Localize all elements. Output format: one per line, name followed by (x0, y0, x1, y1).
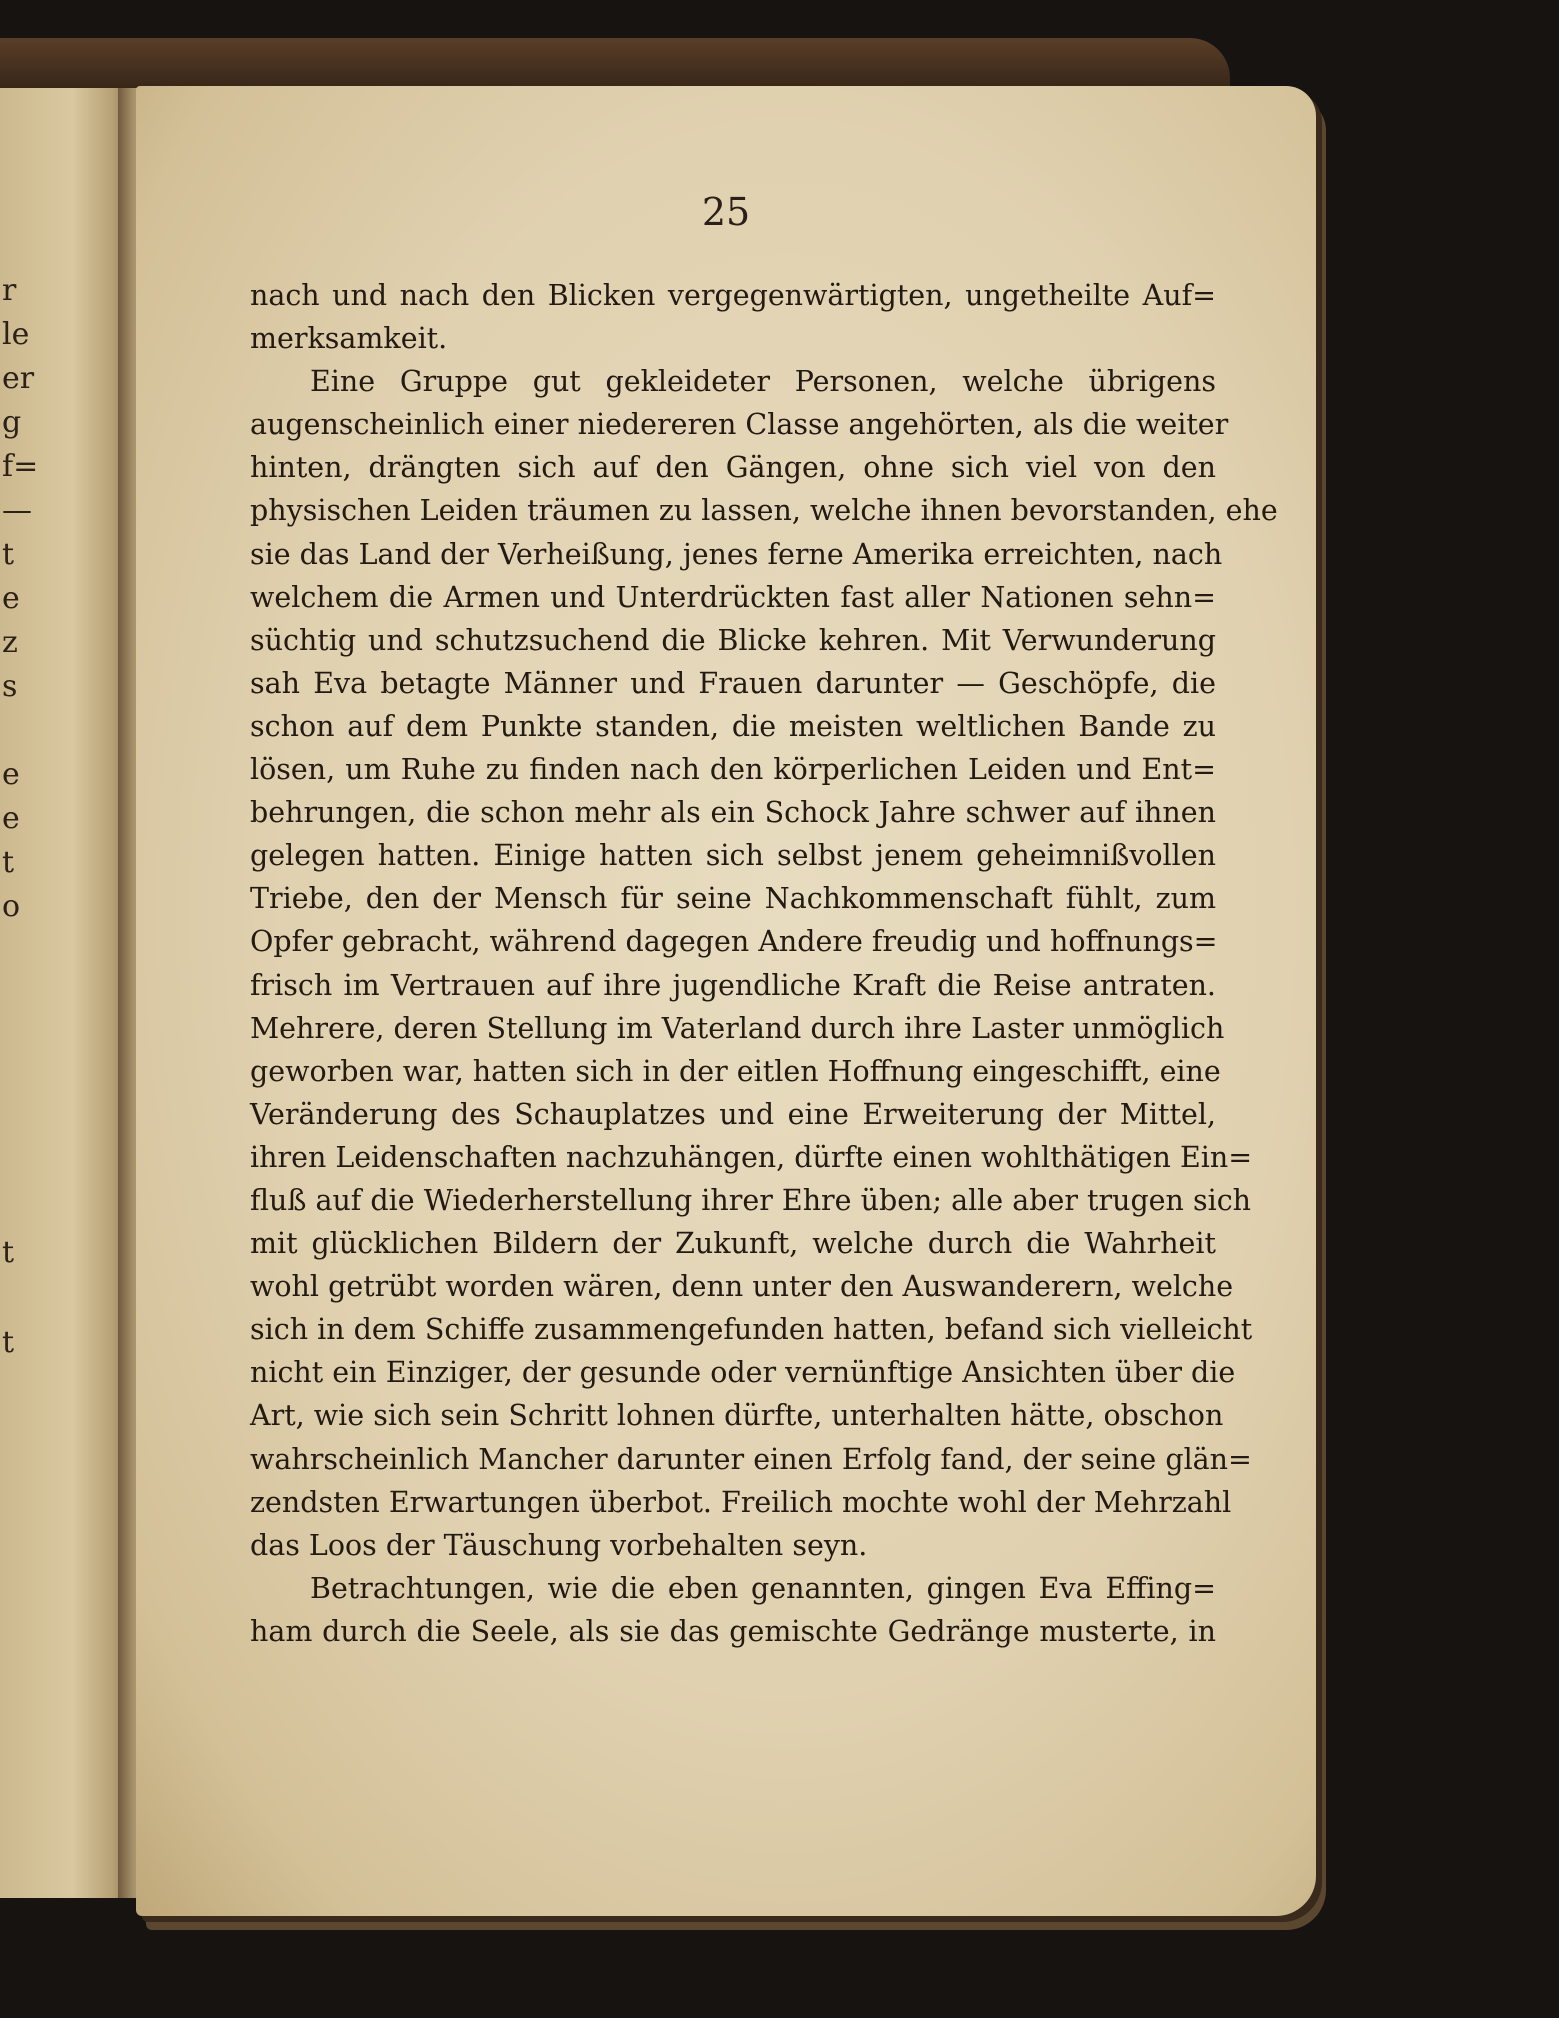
left-fragment: er (2, 361, 35, 396)
text-line: sah Eva betagte Männer und Frauen darunter — Geschöpfe, die (250, 666, 1216, 700)
text-line: Triebe, den der Mensch für seine Nachkommenschaft fühlt, zum (250, 882, 1216, 916)
left-fragment: t (2, 845, 15, 880)
text-line: sich in dem Schiffe zusammengefunden hatten, befand sich vielleicht (250, 1313, 1253, 1347)
left-fragment: z (2, 625, 18, 660)
text-line: sie das Land der Verheißung, jenes ferne Amerika erreichten, nach (250, 537, 1223, 571)
text-line: behrungen, die schon mehr als ein Schock Jahre schwer auf ihnen (250, 796, 1216, 830)
text-line: welchem die Armen und Unterdrückten fast aller Nationen sehn= (250, 580, 1216, 614)
text-line: geworben war, hatten sich in der eitlen Hoffnung eingeschifft, eine (250, 1054, 1221, 1088)
left-fragment: e (2, 801, 20, 836)
left-page-text-fragments (0, 88, 60, 1898)
text-line: wahrscheinlich Mancher darunter einen Erfolg fand, der seine glän= (250, 1442, 1252, 1476)
page-number: 25 (701, 190, 751, 234)
left-fragment: le (2, 317, 30, 352)
left-fragment: f= (2, 449, 39, 484)
text-line: fluß auf die Wiederherstellung ihrer Ehre üben; alle aber trugen sich (250, 1183, 1252, 1217)
left-fragment: r (2, 273, 17, 308)
left-page-edge (0, 88, 132, 1898)
left-fragment: t (2, 1325, 15, 1360)
left-fragment: g (2, 405, 22, 440)
text-line: merksamkeit. (250, 322, 448, 356)
text-line: Opfer gebracht, während dagegen Andere freudig und hoffnungs= (250, 925, 1218, 959)
text-line: nach und nach den Blicken vergegenwärtigten, ungetheilte Auf= (250, 279, 1216, 312)
text-line: frisch im Vertrauen auf ihre jugendliche Kraft die Reise antraten. (250, 968, 1216, 1002)
left-fragment: e (2, 757, 20, 792)
text-line: mit glücklichen Bildern der Zukunft, welche durch die Wahrheit (250, 1227, 1216, 1261)
left-fragment: t (2, 1235, 15, 1270)
left-fragment: e (2, 581, 20, 616)
text-line: wohl getrübt worden wären, denn unter den Auswanderern, welche (250, 1270, 1234, 1304)
text-line: physischen Leiden träumen zu lassen, welche ihnen bevorstanden, ehe (250, 494, 1278, 528)
text-line: schon auf dem Punkte standen, die meisten weltlichen Bande zu (250, 709, 1216, 743)
left-fragment: o (2, 889, 21, 924)
text-line: Eine Gruppe gut gekleideter Personen, welche übrigens (310, 365, 1216, 399)
left-fragment: s (2, 669, 18, 704)
body-text (250, 274, 1278, 1653)
text-line: gelegen hatten. Einige hatten sich selbst jenem geheimnißvollen (250, 839, 1216, 873)
text-line: Veränderung des Schauplatzes und eine Erweiterung der Mittel, (250, 1097, 1216, 1131)
text-line: das Loos der Täuschung vorbehalten seyn. (250, 1528, 868, 1562)
text-line: ihren Leidenschaften nachzuhängen, dürfte einen wohlthätigen Ein= (250, 1140, 1253, 1174)
right-page (136, 86, 1316, 1916)
left-fragment: t (2, 537, 15, 572)
left-fragment: — (2, 493, 32, 528)
text-line: Mehrere, deren Stellung im Vaterland durch ihre Laster unmöglich (250, 1011, 1225, 1045)
text-line: augenscheinlich einer niedereren Classe angehörten, als die weiter (250, 408, 1229, 442)
text-line: lösen, um Ruhe zu finden nach den körperlichen Leiden und Ent= (250, 753, 1216, 787)
text-line: zendsten Erwartungen überbot. Freilich mochte wohl der Mehrzahl (250, 1485, 1232, 1519)
text-line: Art, wie sich sein Schritt lohnen dürfte, unterhalten hätte, obschon (250, 1399, 1224, 1433)
text-line: nicht ein Einziger, der gesunde oder vernünftige Ansichten über die (250, 1356, 1236, 1390)
text-line: hinten, drängten sich auf den Gängen, ohne sich viel von den (250, 451, 1216, 485)
text-line: Betrachtungen, wie die eben genannten, gingen Eva Effing= (310, 1571, 1216, 1605)
text-line: ham durch die Seele, als sie das gemischte Gedränge musterte, in (250, 1614, 1216, 1648)
text-line: süchtig und schutzsuchend die Blicke kehren. Mit Verwunderung (250, 623, 1216, 657)
